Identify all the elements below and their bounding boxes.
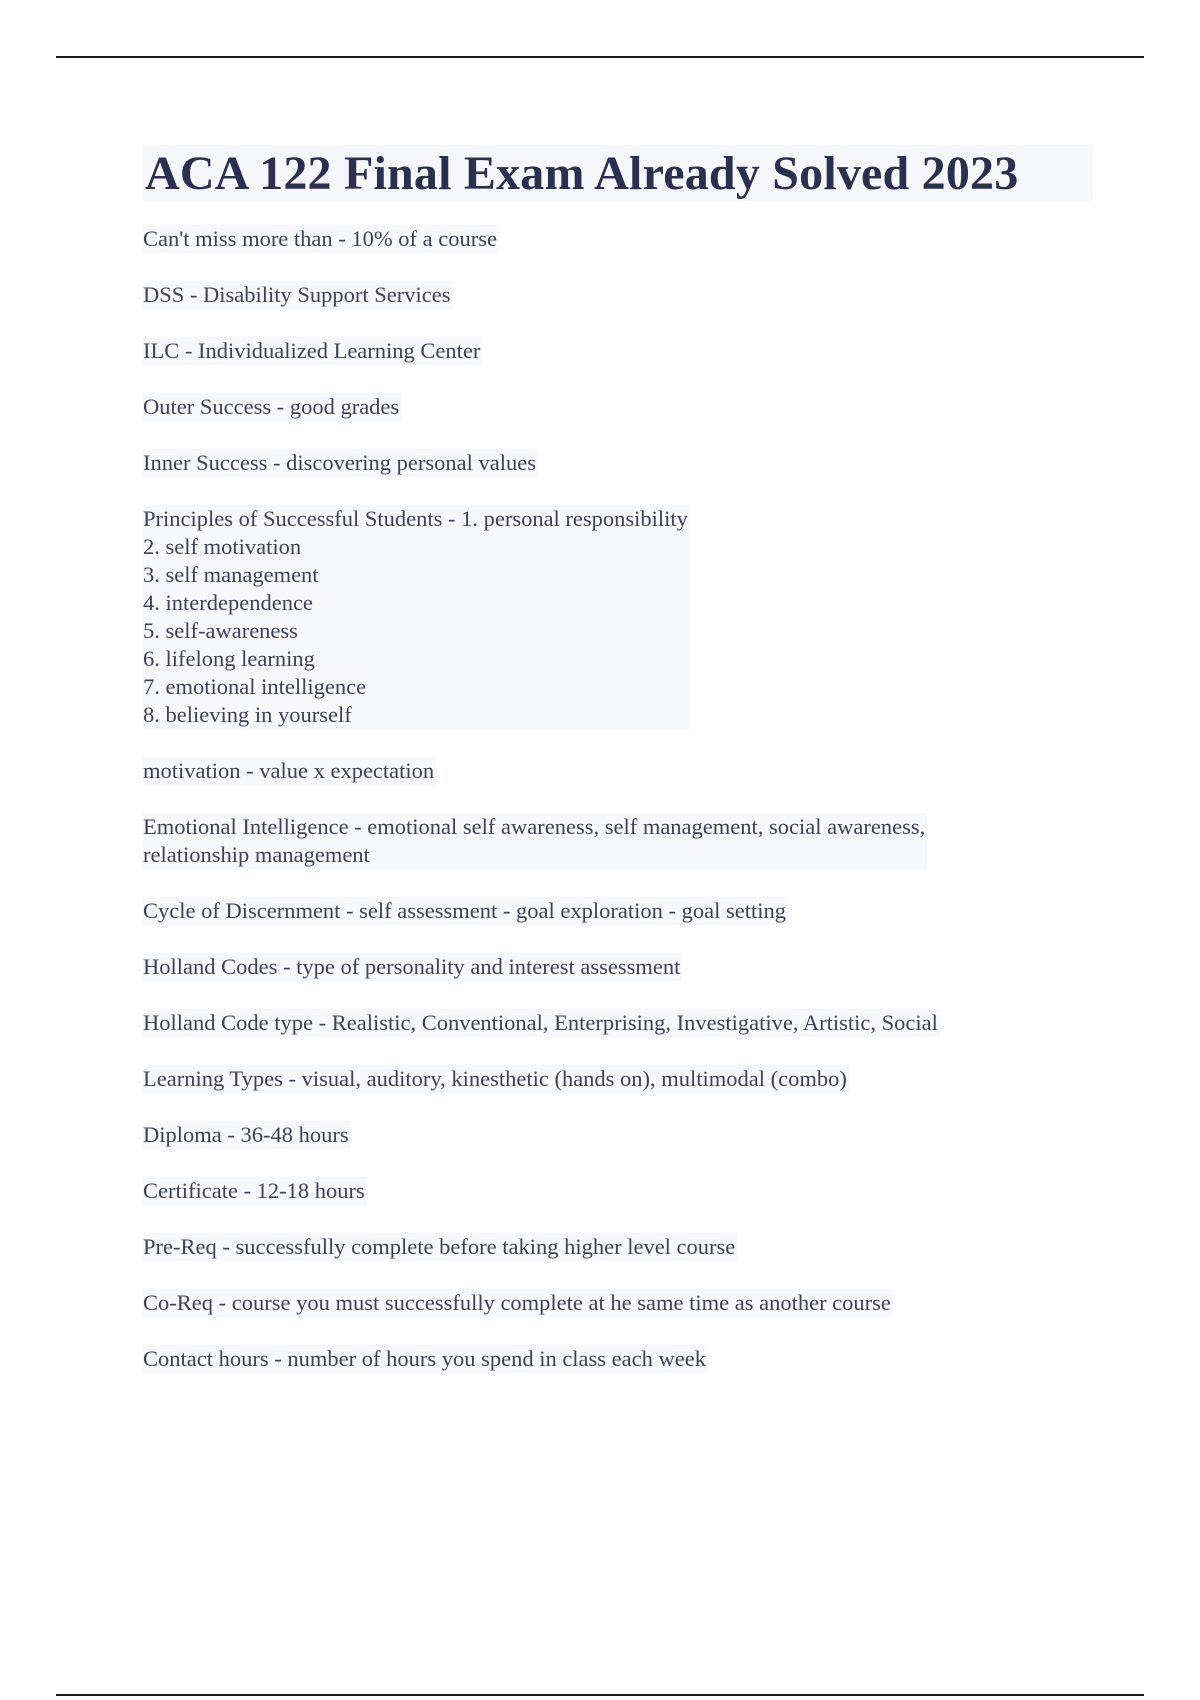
bottom-divider	[56, 1694, 1144, 1696]
flashcard-entry: Can't miss more than - 10% of a course	[143, 226, 497, 251]
flashcard-entry: Holland Codes - type of personality and interest assessment	[143, 954, 681, 979]
flashcard-entry: Pre-Req - successfully complete before taking higher level course	[143, 1234, 736, 1259]
flashcard-entry: Emotional Intelligence - emotional self awareness, self management, social awareness, relationship management	[143, 814, 926, 867]
flashcard-entry: Holland Code type - Realistic, Conventional, Enterprising, Investigative, Artistic, Social	[143, 1010, 938, 1035]
document-body	[143, 145, 1093, 1401]
flashcard-entry: DSS - Disability Support Services	[143, 282, 451, 307]
flashcard-entry: Diploma - 36-48 hours	[143, 1122, 349, 1147]
flashcard-entry: Cycle of Discernment - self assessment - goal exploration - goal setting	[143, 898, 786, 923]
flashcard-list	[143, 225, 1093, 1373]
flashcard-entry: Learning Types - visual, auditory, kinesthetic (hands on), multimodal (combo)	[143, 1066, 847, 1091]
page-title: ACA 122 Final Exam Already Solved 2023	[143, 145, 1093, 201]
flashcard-entry: Outer Success - good grades	[143, 394, 400, 419]
top-divider	[56, 56, 1144, 58]
flashcard-entry: Co-Req - course you must successfully complete at he same time as another course	[143, 1290, 891, 1315]
flashcard-entry: Contact hours - number of hours you spend in class each week	[143, 1346, 706, 1371]
flashcard-entry: motivation - value x expectation	[143, 758, 435, 783]
flashcard-entry: Certificate - 12-18 hours	[143, 1178, 365, 1203]
flashcard-entry: Principles of Successful Students - 1. personal responsibility 2. self motivation 3. self management 4. interdependence 5. self-awareness 6. lifelong learning 7. emotional intelligence 8. believing in yourself	[143, 506, 688, 727]
flashcard-entry: ILC - Individualized Learning Center	[143, 338, 481, 363]
flashcard-entry: Inner Success - discovering personal values	[143, 450, 537, 475]
